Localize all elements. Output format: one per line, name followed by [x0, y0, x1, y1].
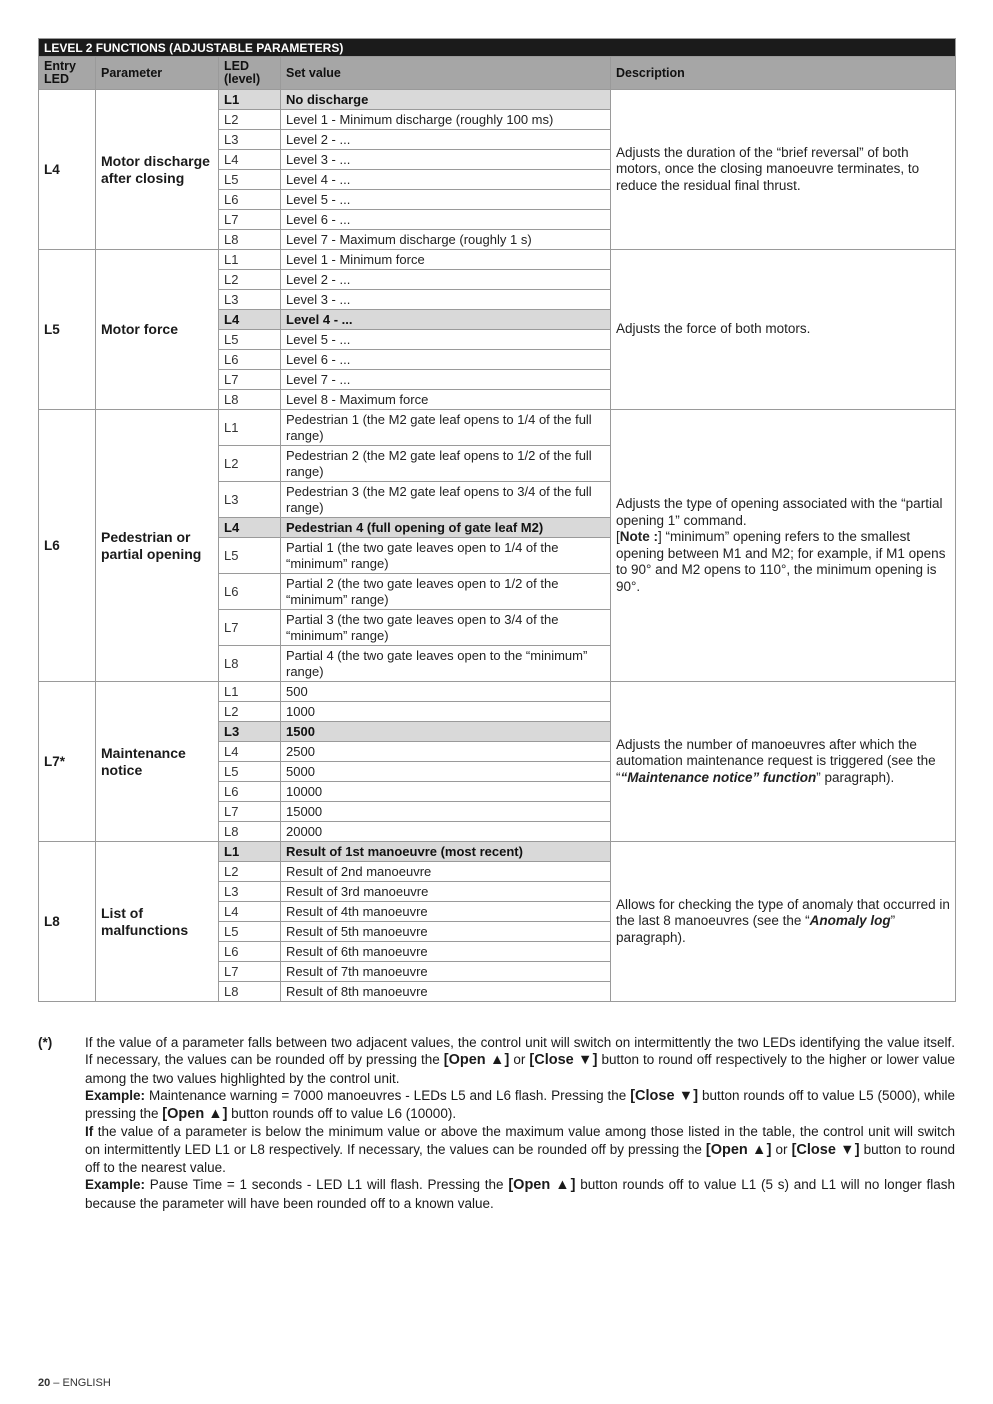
close-button-ref: [Close ▼] [791, 1141, 860, 1158]
set-value: Partial 4 (the two gate leaves open to the “minimum” range) [281, 646, 611, 682]
led-level: L6 [219, 574, 281, 610]
set-value: Result of 1st manoeuvre (most recent) [281, 842, 611, 862]
led-level: L2 [219, 270, 281, 290]
open-button-ref: [Open ▲] [443, 1052, 510, 1069]
entry-led: L6 [39, 410, 96, 682]
led-level: L6 [219, 942, 281, 962]
header-set-value: Set value [281, 57, 611, 90]
entry-led: L5 [39, 250, 96, 410]
header-description: Description [611, 57, 956, 90]
led-level: L6 [219, 190, 281, 210]
set-value: Result of 4th manoeuvre [281, 902, 611, 922]
footnote-paragraph: Example: Maintenance warning = 7000 manoeuvres - LEDs L5 and L6 flash. Pressing the [Close ▼] button rounds off to value L5 (5000), while pressing the [Open ▲] button rounds off to value L6 (10000). [85, 1087, 955, 1123]
table-row [39, 410, 956, 446]
set-value: 20000 [281, 822, 611, 842]
footnote-body [85, 1034, 955, 1212]
header-entry-led: Entry LED [39, 57, 96, 90]
led-level: L2 [219, 446, 281, 482]
page-footer [38, 1377, 111, 1389]
parameter-name: Motor discharge after closing [96, 90, 219, 250]
entry-led: L7* [39, 682, 96, 842]
set-value: Result of 6th manoeuvre [281, 942, 611, 962]
set-value: Level 2 - ... [281, 130, 611, 150]
set-value: Result of 8th manoeuvre [281, 982, 611, 1002]
description: Adjusts the duration of the “brief reversal” of both motors, once the closing manoeuvre terminates, to reduce the residual final thrust. [611, 90, 956, 250]
open-button-ref: [Open ▲] [162, 1106, 228, 1123]
led-level: L8 [219, 982, 281, 1002]
led-level: L7 [219, 962, 281, 982]
led-level: L5 [219, 922, 281, 942]
set-value: Level 1 - Minimum force [281, 250, 611, 270]
set-value: 15000 [281, 802, 611, 822]
led-level: L2 [219, 110, 281, 130]
led-level: L5 [219, 170, 281, 190]
table-row [39, 250, 956, 270]
set-value: 2500 [281, 742, 611, 762]
header-led-level: LED (level) [219, 57, 281, 90]
led-level: L7 [219, 610, 281, 646]
parameter-name: Pedestrian or partial opening [96, 410, 219, 682]
entry-led: L4 [39, 90, 96, 250]
set-value: Level 7 - ... [281, 370, 611, 390]
header-parameter: Parameter [96, 57, 219, 90]
parameter-name: List of malfunctions [96, 842, 219, 1002]
description: Adjusts the force of both motors. [611, 250, 956, 410]
set-value: Level 5 - ... [281, 330, 611, 350]
led-level: L3 [219, 290, 281, 310]
set-value: 10000 [281, 782, 611, 802]
set-value: Result of 7th manoeuvre [281, 962, 611, 982]
description: Adjusts the number of manoeuvres after which the automation maintenance request is triggered (see the ““Maintenance notice” function” paragraph). [611, 682, 956, 842]
footnote [38, 1034, 955, 1212]
table-title: LEVEL 2 FUNCTIONS (ADJUSTABLE PARAMETERS) [39, 39, 956, 57]
set-value: 5000 [281, 762, 611, 782]
set-value: Result of 3rd manoeuvre [281, 882, 611, 902]
led-level: L3 [219, 130, 281, 150]
set-value: Partial 3 (the two gate leaves open to 3/4 of the “minimum” range) [281, 610, 611, 646]
close-button-ref: [Close ▼] [529, 1052, 598, 1069]
led-level: L6 [219, 350, 281, 370]
led-level: L5 [219, 538, 281, 574]
led-level: L4 [219, 518, 281, 538]
led-level: L3 [219, 882, 281, 902]
description: Adjusts the type of opening associated with the “partial opening 1” command. [Note :] “minimum” opening refers to the smallest opening between M1 and M2; for example, if M1 opens to 90° and M2 opens to 110°, the minimum opening is 90°. [611, 410, 956, 682]
page-number: 20 [38, 1377, 51, 1389]
set-value: Pedestrian 3 (the M2 gate leaf opens to 3/4 of the full range) [281, 482, 611, 518]
set-value: Level 6 - ... [281, 350, 611, 370]
set-value: Level 4 - ... [281, 310, 611, 330]
set-value: Level 6 - ... [281, 210, 611, 230]
footnote-paragraph: If the value of a parameter is below the minimum value or above the maximum value among those listed in the table, the control unit will switch on intermittently LED L1 or L8 respectively. If necessary, the values can be rounded off by pressing the [Open ▲] or [Close ▼] button to round off to the nearest value. [85, 1124, 955, 1176]
set-value: Pedestrian 4 (full opening of gate leaf M2) [281, 518, 611, 538]
led-level: L7 [219, 210, 281, 230]
led-level: L8 [219, 646, 281, 682]
footnote-paragraph: Example: Pause Time = 1 seconds - LED L1 will flash. Pressing the [Open ▲] button rounds off to value L1 (5 s) and L1 will no longer flash because the parameter will have been rounded off to a known value. [85, 1177, 955, 1211]
set-value: Pedestrian 2 (the M2 gate leaf opens to 1/2 of the full range) [281, 446, 611, 482]
description: Allows for checking the type of anomaly that occurred in the last 8 manoeuvres (see the “Anomaly log” paragraph). [611, 842, 956, 1002]
footnote-mark: (*) [38, 1035, 53, 1050]
table-row [39, 682, 956, 702]
set-value: Level 7 - Maximum discharge (roughly 1 s) [281, 230, 611, 250]
led-level: L8 [219, 390, 281, 410]
led-level: L3 [219, 722, 281, 742]
set-value: Pedestrian 1 (the M2 gate leaf opens to 1/4 of the full range) [281, 410, 611, 446]
led-level: L3 [219, 482, 281, 518]
led-level: L4 [219, 902, 281, 922]
led-level: L4 [219, 150, 281, 170]
set-value: Level 3 - ... [281, 290, 611, 310]
footnote-paragraph: If the value of a parameter falls between two adjacent values, the control unit will switch on intermittently the two LEDs identifying the value itself. If necessary, the values can be rounded off by pressing the [Open ▲] or [Close ▼] button to round off respectively to the higher or lower value among the two values highlighted by the control unit. [85, 1035, 955, 1086]
led-level: L2 [219, 862, 281, 882]
led-level: L4 [219, 310, 281, 330]
open-button-ref: [Open ▲] [705, 1141, 772, 1158]
led-level: L1 [219, 842, 281, 862]
set-value: Partial 1 (the two gate leaves open to 1/4 of the “minimum” range) [281, 538, 611, 574]
led-level: L4 [219, 742, 281, 762]
table-row [39, 842, 956, 862]
led-level: L7 [219, 370, 281, 390]
set-value: Level 5 - ... [281, 190, 611, 210]
set-value: 1500 [281, 722, 611, 742]
led-level: L1 [219, 682, 281, 702]
led-level: L5 [219, 762, 281, 782]
set-value: Level 8 - Maximum force [281, 390, 611, 410]
parameter-name: Motor force [96, 250, 219, 410]
close-button-ref: [Close ▼] [630, 1087, 699, 1104]
footer-language: – ENGLISH [50, 1377, 111, 1389]
led-level: L2 [219, 702, 281, 722]
set-value: Level 2 - ... [281, 270, 611, 290]
set-value: Result of 5th manoeuvre [281, 922, 611, 942]
set-value: 1000 [281, 702, 611, 722]
set-value: Partial 2 (the two gate leaves open to 1/2 of the “minimum” range) [281, 574, 611, 610]
entry-led: L8 [39, 842, 96, 1002]
led-level: L8 [219, 822, 281, 842]
led-level: L1 [219, 250, 281, 270]
led-level: L7 [219, 802, 281, 822]
parameter-name: Maintenance notice [96, 682, 219, 842]
set-value: Level 1 - Minimum discharge (roughly 100 ms) [281, 110, 611, 130]
set-value: No discharge [281, 90, 611, 110]
set-value: Level 3 - ... [281, 150, 611, 170]
set-value: Result of 2nd manoeuvre [281, 862, 611, 882]
table-row [39, 90, 956, 110]
set-value: 500 [281, 682, 611, 702]
led-level: L8 [219, 230, 281, 250]
open-button-ref: [Open ▲] [508, 1177, 576, 1194]
led-level: L1 [219, 410, 281, 446]
led-level: L5 [219, 330, 281, 350]
led-level: L6 [219, 782, 281, 802]
set-value: Level 4 - ... [281, 170, 611, 190]
level2-functions-table [38, 38, 956, 1002]
led-level: L1 [219, 90, 281, 110]
